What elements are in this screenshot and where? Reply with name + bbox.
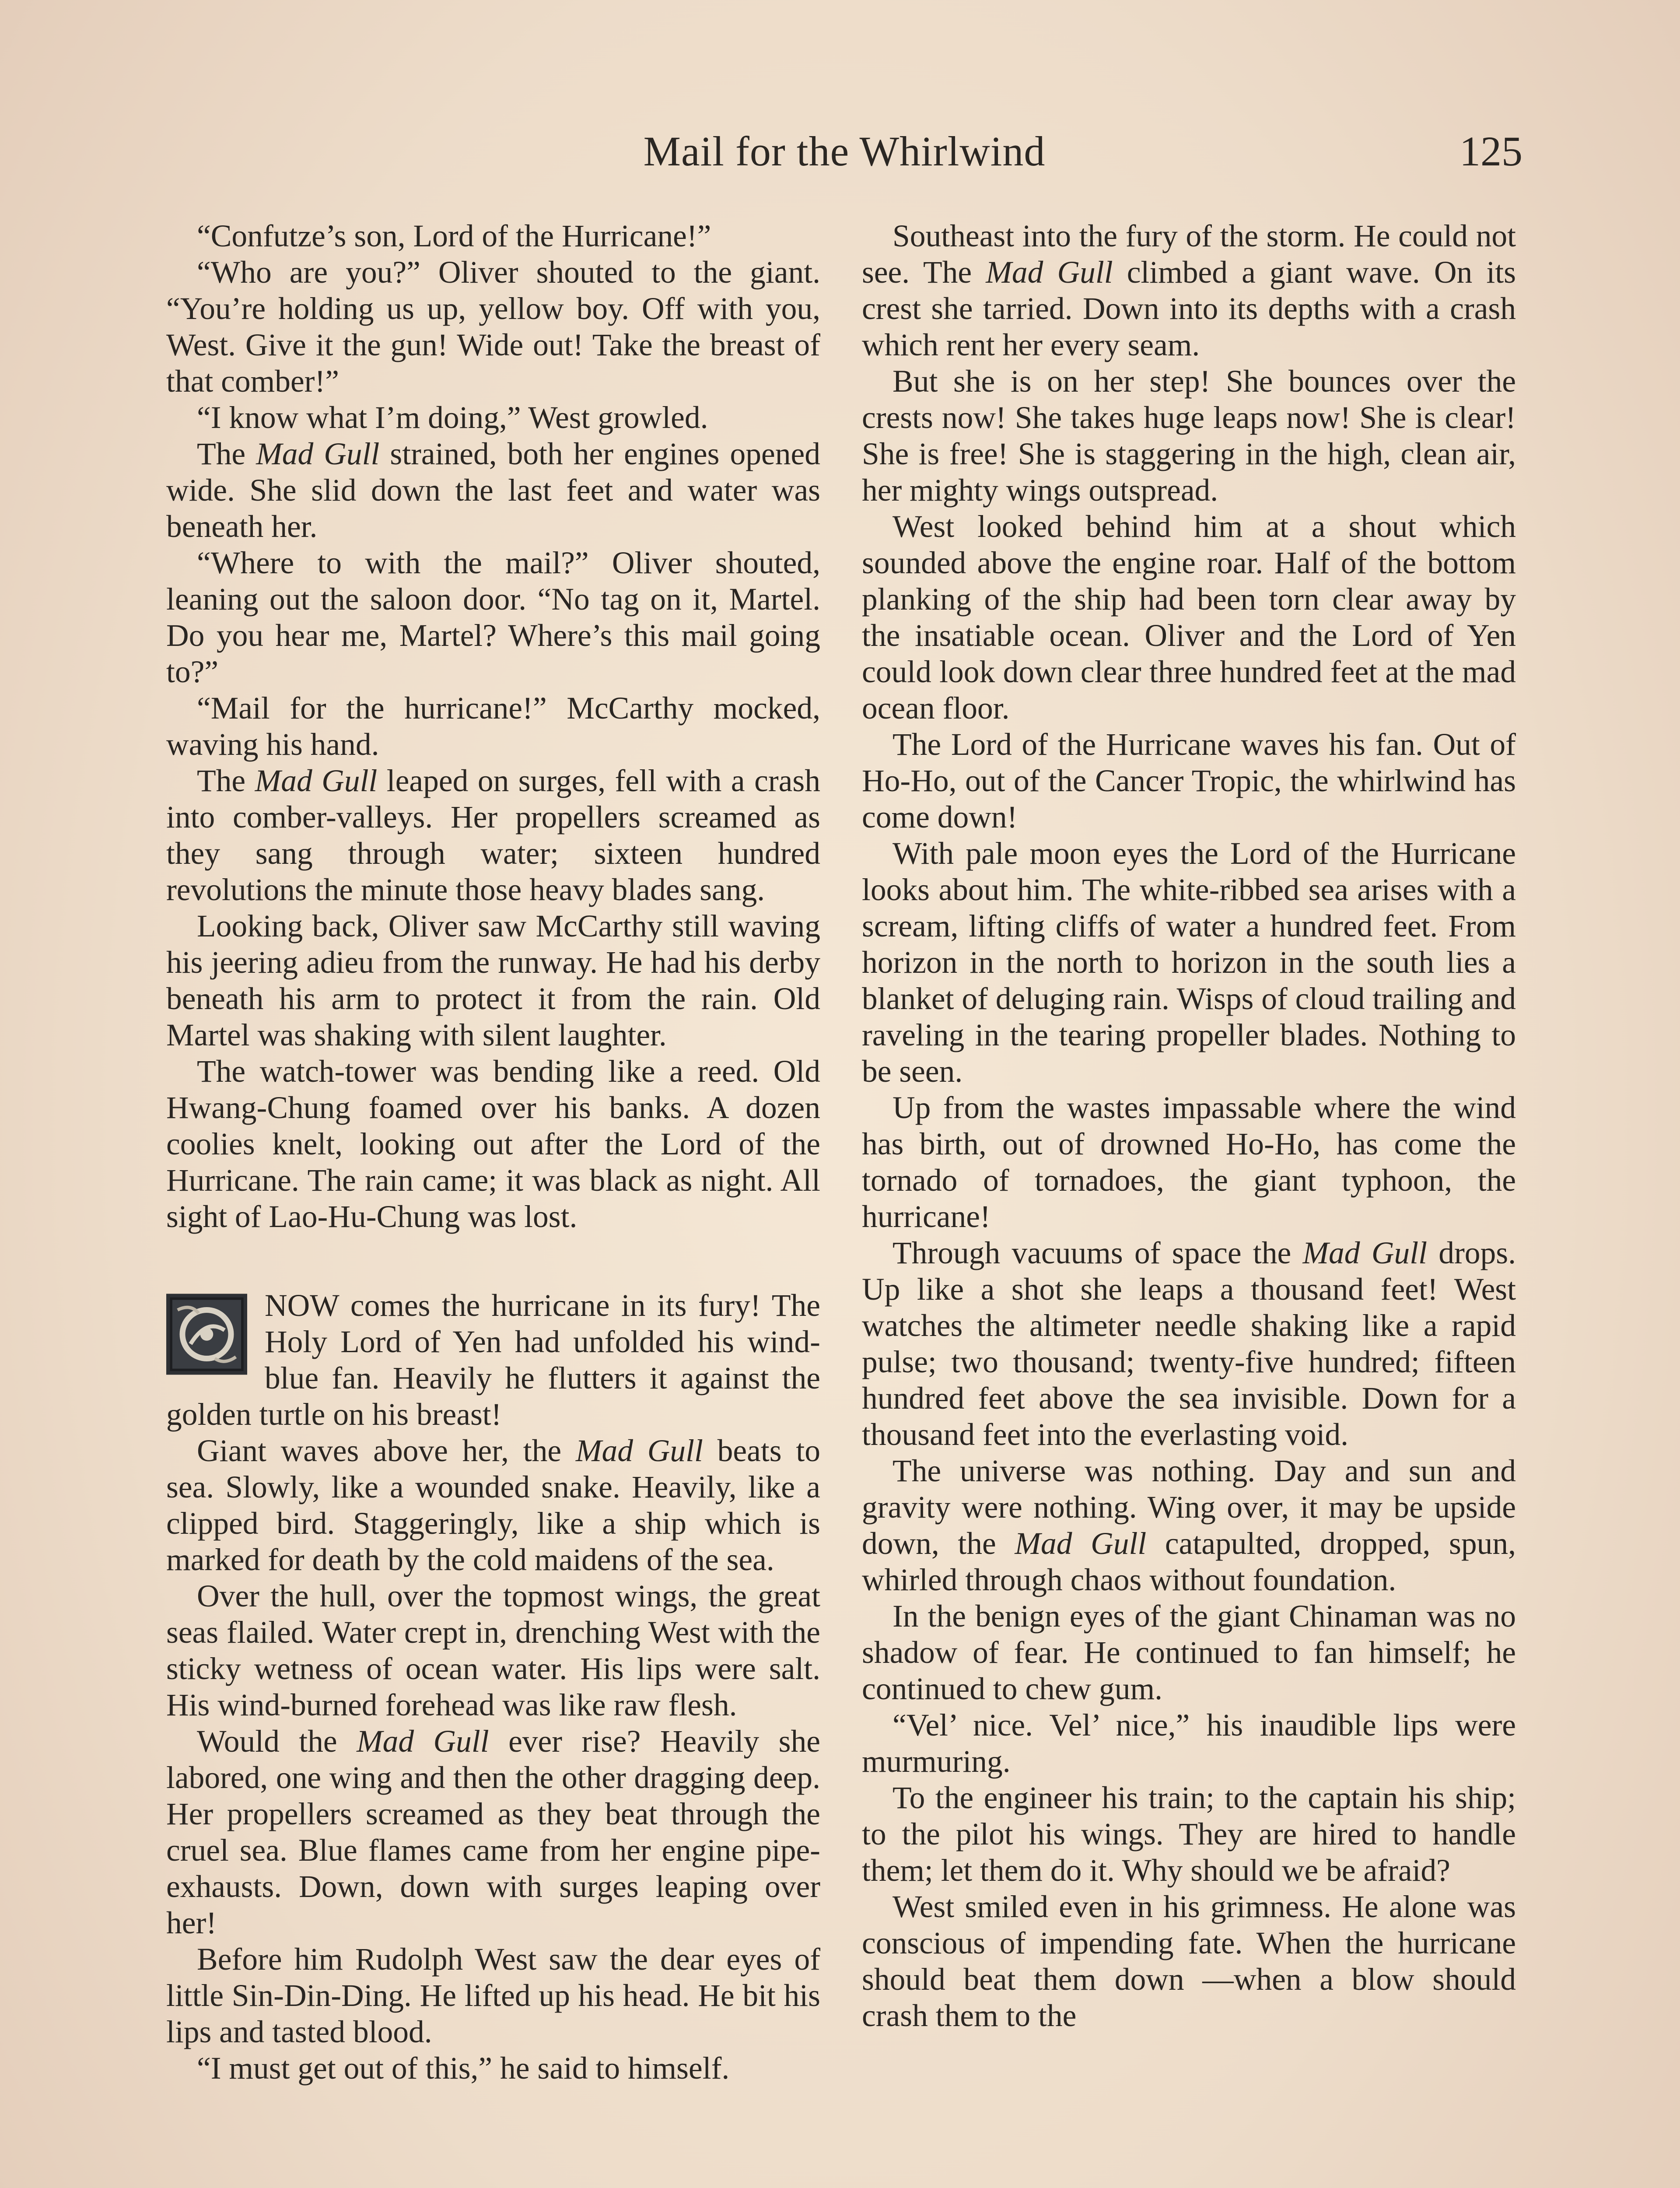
paragraph: “Confutze’s son, Lord of the Hurricane!” — [197, 219, 711, 253]
paragraph: “Where to with the mail?” Oliver shouted, leaning out the saloon door. “No tag on it, Martel. Do you hear me, Martel? Where’s this mail going to?” — [166, 546, 820, 689]
paragraph: “Mail for the hurricane!” McCarthy mocked, waving his hand. — [166, 691, 820, 762]
paragraph: “I know what I’m doing,” West growled. — [197, 400, 708, 435]
ship-name: Mad Gull — [986, 255, 1113, 290]
paragraph: Up from the wastes impassable where the wind has birth, out of drowned Ho-Ho, has come the tornado of tornadoes, the giant typhoon, the hurricane! — [862, 1090, 1516, 1234]
drop-cap-paragraph: NOW comes the hurricane in its fury! The Holy Lord of Yen had unfolded his wind-blue fan. Heavily he flutters it against the golden turtle on his breast! — [166, 1288, 820, 1432]
paragraph: Giant waves above her, the Mad Gull beats to sea. Slowly, like a wounded snake. Heavily, like a clipped bird. Staggeringly, like a ship which is marked for death by the cold maidens of the sea. — [166, 1434, 820, 1577]
paragraph: Through vacuums of space the Mad Gull drops. Up like a shot she leaps a thousand feet! West watches the altimeter needle shaking like a rapid pulse; two thousand; twenty-five hundred; fifteen hundred feet above the sea invisible. Down for a thousand feet into the everlasting void. — [862, 1236, 1516, 1452]
paragraph: The Lord of the Hurricane waves his fan. Out of Ho-Ho, out of the Cancer Tropic, the whirlwind has come down! — [862, 727, 1516, 835]
ship-name: Mad Gull — [255, 764, 378, 798]
drop-cap-ornament-icon — [166, 1293, 247, 1376]
paragraph: The Mad Gull strained, both her engines opened wide. She slid down the last feet and water was beneath her. — [166, 437, 820, 544]
paragraph: In the benign eyes of the giant Chinaman was no shadow of fear. He continued to fan himself; he continued to chew gum. — [862, 1599, 1516, 1706]
paragraph: The universe was nothing. Day and sun and gravity were nothing. Wing over, it may be upside down, the Mad Gull catapulted, dropped, spun, whirled through chaos without foundation. — [862, 1454, 1516, 1597]
right-column — [862, 218, 1516, 2034]
ship-name: Mad Gull — [357, 1724, 489, 1759]
paragraph: “Vel’ nice. Vel’ nice,” his inaudible lips were murmuring. — [862, 1708, 1516, 1779]
ship-name: Mad Gull — [1015, 1526, 1147, 1561]
left-column — [166, 218, 820, 2086]
paragraph: West looked behind him at a shout which sounded above the engine roar. Half of the bottom planking of the ship had been torn clear away by the insatiable ocean. Oliver and the Lord of Yen could look down clear three hundred feet at the mad ocean floor. — [862, 509, 1516, 726]
paragraph: Southeast into the fury of the storm. He could not see. The Mad Gull climbed a giant wave. On its crest she tarried. Down into its depths with a crash which rent her every seam. — [862, 219, 1516, 362]
page-number: 125 — [1460, 128, 1522, 175]
paragraph: The watch-tower was bending like a reed. Old Hwang-Chung foamed over his banks. A dozen coolies knelt, looking out after the Lord of the Hurricane. The rain came; it was black as night. All sight of Lao-Hu-Chung was lost. — [166, 1054, 820, 1234]
paragraph: Before him Rudolph West saw the dear eyes of little Sin-Din-Ding. He lifted up his head. He bit his lips and tasted blood. — [166, 1942, 820, 2049]
paragraph: West smiled even in his grimness. He alone was conscious of impending fate. When the hurricane should beat them down —when a blow should crash them to the — [862, 1890, 1516, 2033]
page-header — [166, 127, 1522, 179]
paragraph: Over the hull, over the topmost wings, the great seas flailed. Water crept in, drenching West with the sticky wetness of ocean water. His lips were salt. His wind-burned forehead was like raw flesh. — [166, 1579, 820, 1722]
paragraph: “Who are you?” Oliver shouted to the giant. “You’re holding us up, yellow boy. Off with you, West. Give it the gun! Wide out! Take the breast of that comber!” — [166, 255, 820, 399]
paragraph: Would the Mad Gull ever rise? Heavily she labored, one wing and then the other dragging deep. Her propellers screamed as they beat through the cruel sea. Blue flames came from her engine pipe-exhausts. Down, down with surges leaping over her! — [166, 1724, 820, 1940]
paragraph: But she is on her step! She bounces over the crests now! She takes huge leaps now! She is clear! She is free! She is staggering in the high, clean air, her mighty wings outspread. — [862, 364, 1516, 508]
ship-name: Mad Gull — [1302, 1236, 1427, 1270]
paragraph: With pale moon eyes the Lord of the Hurricane looks about him. The white-ribbed sea arises with a scream, lifting cliffs of water a hundred feet. From horizon in the north to horizon in the south lies a blanket of deluging rain. Wisps of cloud trailing and raveling in the tearing propeller blades. Nothing to be seen. — [862, 836, 1516, 1089]
paragraph: The Mad Gull leaped on surges, fell with a crash into comber-valleys. Her propellers screamed as they sang through water; sixteen hundred revolutions the minute those heavy blades sang. — [166, 764, 820, 907]
paragraph: To the engineer his train; to the captain his ship; to the pilot his wings. They are hired to handle them; let them do it. Why should we be afraid? — [862, 1781, 1516, 1888]
running-title: Mail for the Whirlwind — [643, 128, 1046, 175]
paragraph: Looking back, Oliver saw McCarthy still waving his jeering adieu from the runway. He had his derby beneath his arm to protect it from the rain. Old Martel was shaking with silent laughter. — [166, 909, 820, 1052]
paragraph: “I must get out of this,” he said to himself. — [197, 2051, 730, 2086]
ship-name: Mad Gull — [256, 437, 380, 471]
ship-name: Mad Gull — [575, 1434, 703, 1468]
